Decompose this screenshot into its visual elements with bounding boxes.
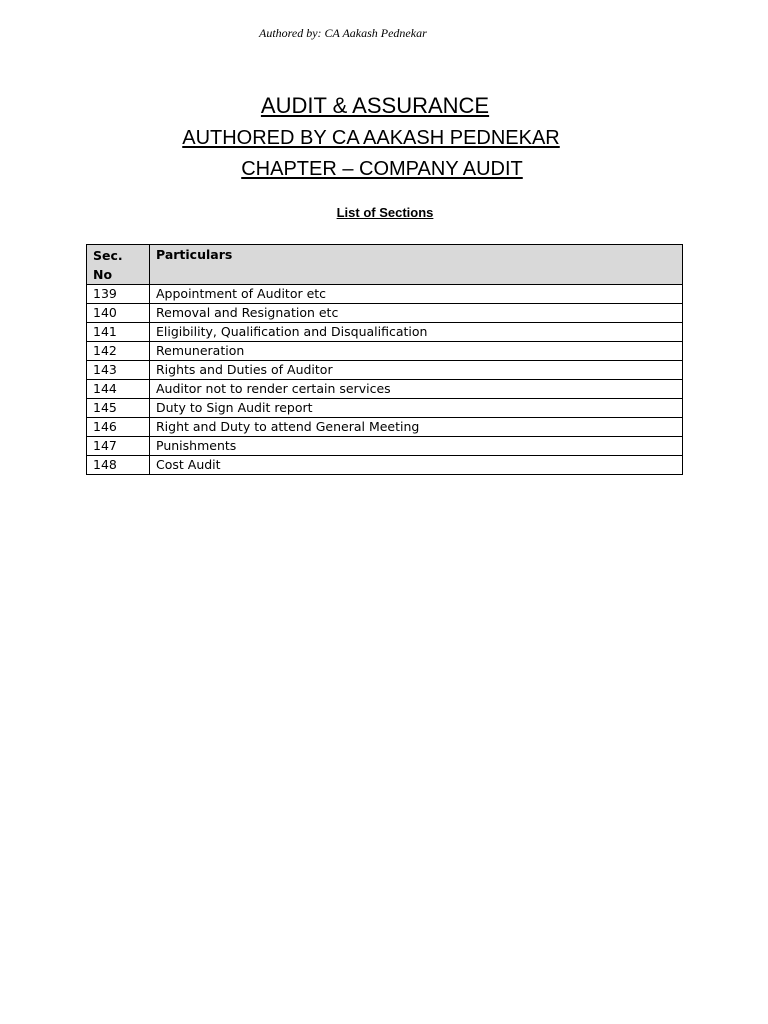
sec-no-cell: 143 (87, 361, 150, 380)
sec-no-cell: 139 (87, 285, 150, 304)
sec-no-cell: 142 (87, 342, 150, 361)
particulars-cell: Right and Duty to attend General Meeting (150, 418, 683, 437)
author-title: AUTHORED BY CA AAKASH PEDNEKAR (182, 127, 560, 149)
table-header-row (87, 245, 683, 285)
table-row (87, 323, 683, 342)
running-header: Authored by: CA Aakash Pednekar (259, 26, 427, 40)
particulars-header: Particulars (150, 245, 683, 285)
chapter-title: CHAPTER – COMPANY AUDIT (241, 158, 523, 180)
sec-no-cell: 141 (87, 323, 150, 342)
table-row (87, 304, 683, 323)
table-row (87, 418, 683, 437)
sec-header-line-2: No (93, 267, 113, 282)
list-of-sections-heading: List of Sections (336, 205, 434, 220)
table-row (87, 399, 683, 418)
particulars-cell: Auditor not to render certain services (150, 380, 683, 399)
sec-no-cell: 144 (87, 380, 150, 399)
particulars-cell: Rights and Duties of Auditor (150, 361, 683, 380)
table-row (87, 380, 683, 399)
particulars-cell: Remuneration (150, 342, 683, 361)
table-row (87, 361, 683, 380)
sec-no-cell: 146 (87, 418, 150, 437)
table-row (87, 285, 683, 304)
particulars-cell: Duty to Sign Audit report (150, 399, 683, 418)
particulars-cell: Appointment of Auditor etc (150, 285, 683, 304)
particulars-cell: Cost Audit (150, 456, 683, 475)
sec-no-cell: 145 (87, 399, 150, 418)
sec-no-cell: 140 (87, 304, 150, 323)
table-row (87, 456, 683, 475)
sec-no-cell: 148 (87, 456, 150, 475)
sec-header-line-1: Sec. (93, 248, 123, 263)
table-row (87, 342, 683, 361)
document-title: AUDIT & ASSURANCE (260, 93, 490, 118)
particulars-cell: Punishments (150, 437, 683, 456)
table-row (87, 437, 683, 456)
sec-no-header (87, 245, 150, 285)
particulars-cell: Eligibility, Qualification and Disqualification (150, 323, 683, 342)
sections-table (86, 244, 683, 475)
particulars-cell: Removal and Resignation etc (150, 304, 683, 323)
sec-no-cell: 147 (87, 437, 150, 456)
